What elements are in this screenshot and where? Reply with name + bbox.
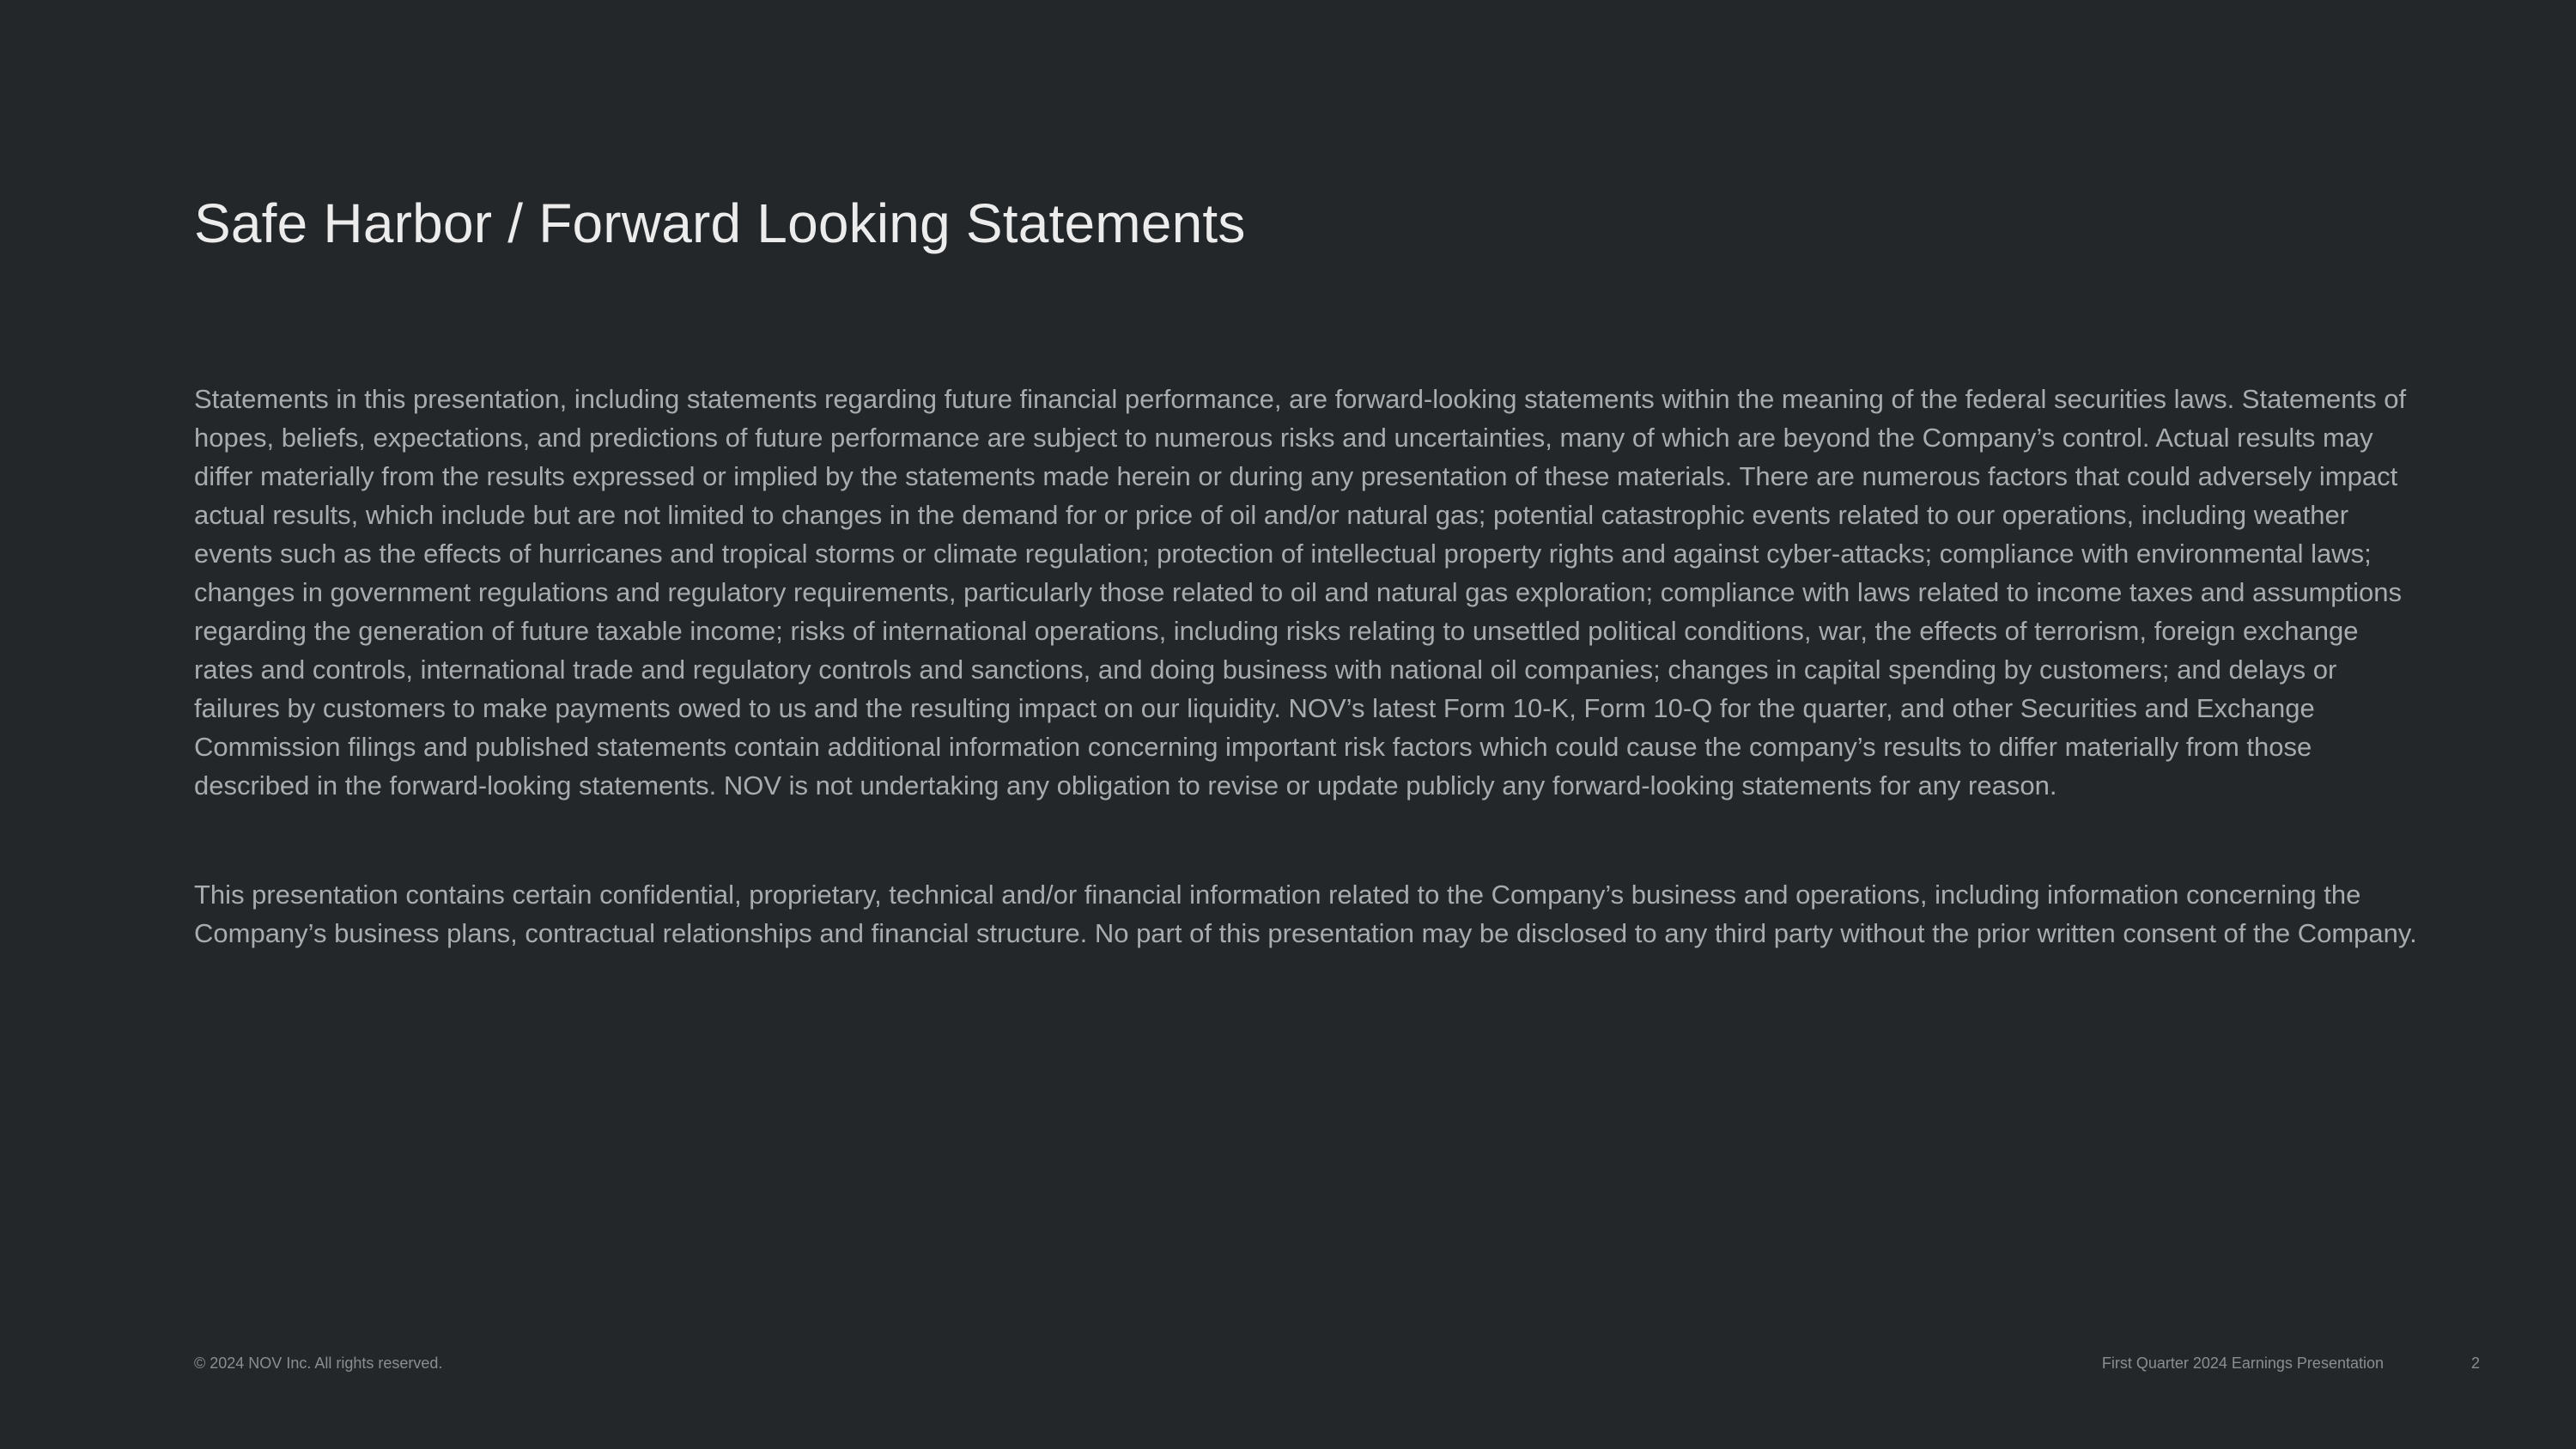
footer-copyright: © 2024 NOV Inc. All rights reserved. <box>194 1355 443 1372</box>
body-paragraph-forward-looking: Statements in this presentation, including statements regarding future financial performance, are forward-looking statements within the meaning of the federal securities laws. Statements of hopes, beliefs, expectations, and predictions of future performance are subject to numerous risks and uncertainties, many of which are beyond the Company’s control. Actual results may differ materially from the results expressed or implied by the statements made herein or during any presentation of these materials. There are numerous factors that could adversely impact actual results, which include but are not limited to changes in the demand for or price of oil and/or natural gas; potential catastrophic events related to our operations, including weather events such as the effects of hurricanes and tropical storms or climate regulation; protection of intellectual property rights and against cyber-attacks; compliance with environmental laws; changes in government regulations and regulatory requirements, particularly those related to oil and natural gas exploration; compliance with laws related to income taxes and assumptions regarding the generation of future taxable income; risks of international operations, including risks relating to unsettled political conditions, war, the effects of terrorism, foreign exchange rates and controls, international trade and regulatory controls and sanctions, and doing business with national oil companies; changes in capital spending by customers; and delays or failures by customers to make payments owed to us and the resulting impact on our liquidity. NOV’s latest Form 10-K, Form 10-Q for the quarter, and other Securities and Exchange Commission filings and published statements contain additional information concerning important risk factors which could cause the company’s results to differ materially from those described in the forward-looking statements. NOV is not undertaking any obligation to revise or update publicly any forward-looking statements for any reason. <box>194 384 2407 801</box>
body-paragraph-confidentiality: This presentation contains certain confidential, proprietary, technical and/or financial information related to the Company’s business and operations, including information concerning the Company’s business plans, contractual relationships and financial structure. No part of this presentation may be disclosed to any third party without the prior written consent of the Company. <box>194 880 2417 948</box>
footer-presentation-name: First Quarter 2024 Earnings Presentation <box>2101 1355 2384 1372</box>
slide-title: Safe Harbor / Forward Looking Statements <box>194 192 1246 254</box>
slide-body <box>194 380 2418 953</box>
page-number: 2 <box>2470 1355 2480 1372</box>
